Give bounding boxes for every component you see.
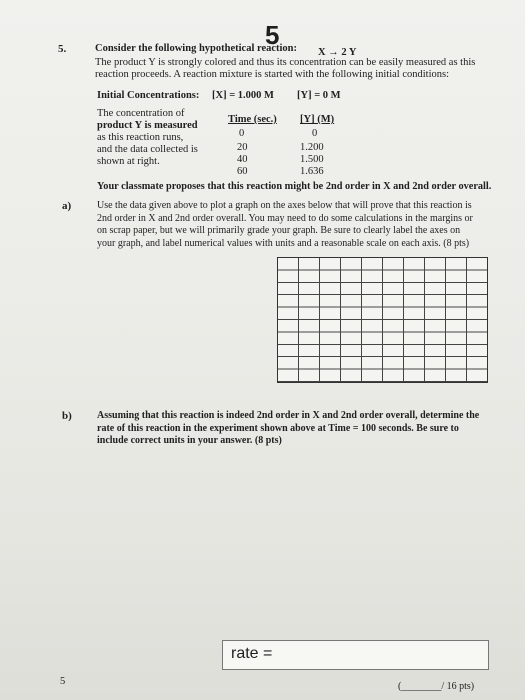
table-row-y: 1.200	[300, 142, 324, 153]
question-intro: Consider the following hypothetical reaction:	[95, 43, 298, 54]
table-row-time: 60	[237, 166, 248, 177]
part-b-line: Assuming that this reaction is indeed 2nd order in X and 2nd order overall, determine the	[97, 410, 480, 421]
part-a-label: a)	[62, 200, 72, 212]
question-line-2: The product Y is strongly colored and thus its concentration can be easily measured as this	[95, 57, 476, 68]
part-a-text	[97, 200, 497, 250]
table-row-y: 0	[312, 128, 318, 139]
desc-line-3: as this reaction runs,	[97, 132, 184, 143]
part-b-label: b)	[62, 410, 72, 422]
initial-x: [X] = 1.000 M	[212, 90, 274, 101]
page-number-header: 5	[265, 20, 280, 50]
table-row-time: 20	[237, 142, 248, 153]
question-number: 5.	[58, 43, 67, 55]
graph-grid[interactable]	[277, 257, 488, 383]
table-header-y: [Y] (M)	[300, 114, 335, 125]
classmate-proposal: Your classmate proposes that this reaction might be 2nd order in X and 2nd order overall.	[97, 181, 492, 192]
page-number-footer: 5	[60, 676, 66, 687]
question-line-3: reaction proceeds. A reaction mixture is started with the following initial conditions:	[95, 69, 450, 80]
part-a-line: 2nd order in X and 2nd order overall. You may need to do some calculations in the margins or	[97, 212, 473, 224]
table-row-time: 0	[239, 128, 245, 139]
table-row-y: 1.636	[300, 166, 324, 177]
part-a-line: Use the data given above to plot a graph on the axes below that will prove that this reaction is	[97, 200, 472, 211]
part-a-line: on scrap paper, but we will primarily grade your graph. Be sure to clearly label the axes on	[97, 225, 461, 236]
part-b-text	[97, 410, 497, 448]
points-total: (________/ 16 pts)	[398, 681, 475, 692]
desc-line-1: The concentration of	[97, 108, 185, 119]
desc-line-2: product Y is measured	[97, 120, 198, 131]
part-b-line: rate of this reaction in the experiment shown above at Time = 100 seconds. Be sure to	[97, 422, 459, 434]
rate-label: rate =	[231, 645, 273, 662]
part-a-line: your graph, and label numerical values with units and a reasonable scale on each axis. (8 pts)	[97, 237, 470, 249]
table-row-y: 1.500	[300, 154, 324, 165]
initial-conc-label: Initial Concentrations:	[97, 90, 200, 101]
rate-answer-box[interactable]	[222, 640, 489, 670]
table-row-time: 40	[237, 154, 248, 165]
initial-y: [Y] = 0 M	[297, 90, 341, 101]
reaction-equation: X → 2 Y	[318, 47, 357, 58]
desc-line-5: shown at right.	[97, 156, 160, 167]
desc-line-4: and the data collected is	[97, 144, 198, 155]
table-header-time: Time (sec.)	[228, 114, 277, 125]
part-b-line: include correct units in your answer. (8 pts)	[97, 435, 282, 446]
